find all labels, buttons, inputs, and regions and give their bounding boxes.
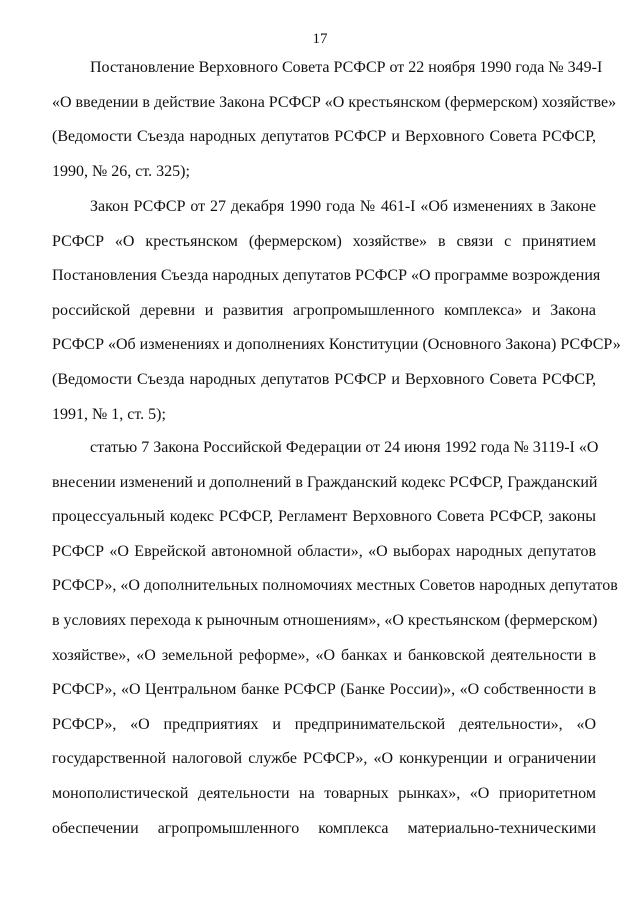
text-line: российской деревни и развития агропромышленного комплекса» и Закона (52, 301, 596, 319)
text-line: (Ведомости Съезда народных депутатов РСФСР и Верховного Совета РСФСР, (52, 370, 596, 388)
text-line: Постановление Верховного Совета РСФСР от 22 ноября 1990 года № 349-I (90, 59, 603, 76)
text-line: «О введении в действие Закона РСФСР «О крестьянском (фермерском) хозяйстве» (52, 93, 617, 111)
text-line: обеспечении агропромышленного комплекса материально-техническими (52, 819, 596, 837)
text-line: государственной налоговой службе РСФСР», «О конкуренции и ограничении (52, 750, 596, 768)
text-line: 1990, № 26, ст. 325); (52, 162, 190, 180)
text-line: РСФСР «О крестьянском (фермерском) хозяйстве» в связи с принятием (52, 232, 596, 250)
text-line: РСФСР», «О предприятиях и предпринимательской деятельности», «О (52, 715, 596, 733)
paragraph-article-7-law-3119 (52, 431, 618, 846)
text-line: РСФСР», «О Центральном банке РСФСР (Банке России)», «О собственности в (52, 681, 596, 699)
text-line: хозяйстве», «О земельной реформе», «О банках и банковской деятельности в (52, 646, 596, 664)
paragraph-law-461 (52, 190, 621, 432)
text-line: Постановления Съезда народных депутатов РСФСР «О программе возрождения (52, 267, 601, 285)
text-line: РСФСР», «О дополнительных полномочиях местных Советов народных депутатов (52, 577, 618, 595)
page-number: 17 (312, 31, 328, 47)
text-line: (Ведомости Съезда народных депутатов РСФСР и Верховного Совета РСФСР, (52, 128, 596, 146)
text-line: 1991, № 1, ст. 5); (52, 405, 166, 423)
text-line: процессуальный кодекс РСФСР, Регламент Верховного Совета РСФСР, законы (52, 508, 596, 526)
text-line: РСФСР «О Еврейской автономной области», «О выборах народных депутатов (52, 542, 596, 560)
text-line: Закон РСФСР от 27 декабря 1990 года № 461-I «Об изменениях в Законе (90, 198, 596, 215)
text-line: РСФСР «Об изменениях и дополнениях Конституции (Основного Закона) РСФСР» (52, 336, 621, 354)
text-line: внесении изменений и дополнений в Гражданский кодекс РСФСР, Гражданский (52, 473, 598, 491)
text-line: монополистической деятельности на товарных рынках», «О приоритетном (52, 784, 596, 802)
text-line: статью 7 Закона Российской Федерации от 24 июня 1992 года № 3119-I «О (90, 439, 599, 456)
paragraph-resolution-349 (52, 51, 617, 189)
text-line: в условиях перехода к рыночным отношениям», «О крестьянском (фермерском) (52, 611, 598, 629)
